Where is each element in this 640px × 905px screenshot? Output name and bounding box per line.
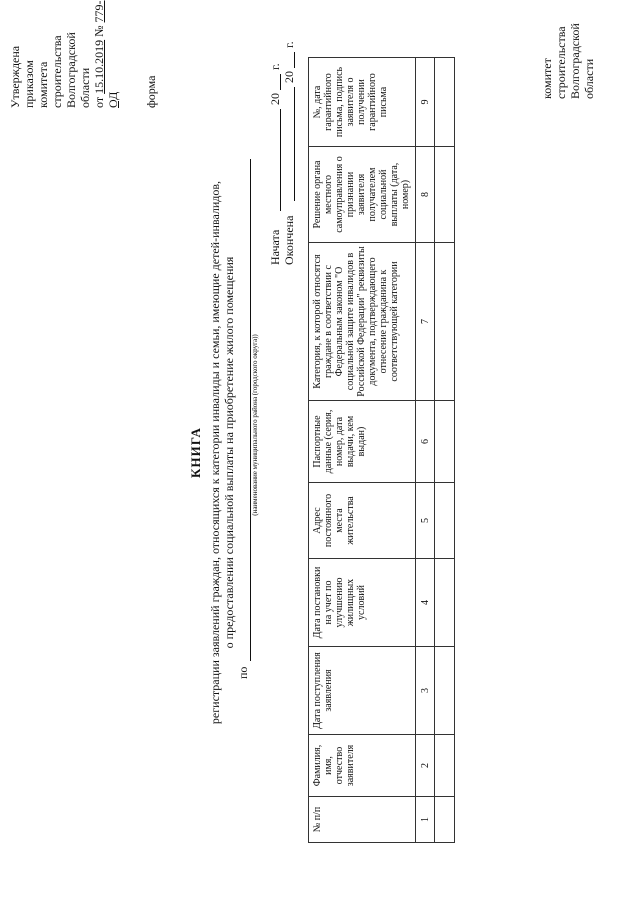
footer-line-1: комитет строительства <box>540 26 568 99</box>
approval-prefix: от <box>92 93 106 108</box>
empty-cell <box>435 243 455 401</box>
dates-block <box>268 5 296 265</box>
subtitle-line-1: регистрации заявлений граждан, относящихся к категории инвалиды и семьи, имеющие детей-инвалидов, <box>208 180 222 725</box>
started-year-suffix: г. <box>268 63 282 70</box>
column-number: 2 <box>416 735 435 797</box>
header-cell: Фамилия, имя, отчество заявителя <box>309 735 416 797</box>
table-header-row <box>309 58 416 843</box>
started-year-prefix: 20 <box>268 93 282 105</box>
column-number: 4 <box>416 559 435 647</box>
started-day-line <box>280 109 281 211</box>
column-number: 3 <box>416 647 435 735</box>
approval-line-3: Волгоградской области <box>64 32 92 108</box>
table-number-row <box>416 58 435 843</box>
header-cell: Дата поступления заявления <box>309 647 416 735</box>
empty-cell <box>435 647 455 735</box>
empty-cell <box>435 58 455 147</box>
ended-year-line <box>294 52 295 68</box>
page-title: КНИГА <box>188 427 203 478</box>
registration-table <box>308 57 455 843</box>
approval-date: 15.10.2019 <box>92 39 106 94</box>
po-caption: (наименование муниципального района (городского округа)) <box>251 334 259 516</box>
approval-line-2: комитета строительства <box>36 35 64 108</box>
po-line <box>236 159 251 679</box>
form-label: форма <box>144 75 158 108</box>
column-number: 1 <box>416 797 435 843</box>
header-cell: Адрес постоянного места жительства <box>309 483 416 559</box>
header-cell: №, дата гарантийного письма, подпись заявителя о получении гарантийного письма <box>309 58 416 147</box>
header-cell: Дата постановки на учет по улучшению жилищных условий <box>309 559 416 647</box>
empty-cell <box>435 559 455 647</box>
started-row <box>268 5 282 265</box>
started-year-line <box>280 74 281 90</box>
po-label: по <box>236 666 250 679</box>
column-number: 5 <box>416 483 435 559</box>
approval-line-4 <box>92 0 120 108</box>
empty-cell <box>435 797 455 843</box>
empty-cell <box>435 735 455 797</box>
footer-block <box>540 0 596 99</box>
subtitle-line-2: о предоставлении социальной выплаты на приобретение жилого помещения <box>222 256 236 649</box>
empty-cell <box>435 483 455 559</box>
header-cell: Решение органа местного самоуправления о признании заявителя получателем социальной выплаты (дата, номер) <box>309 147 416 243</box>
approval-block <box>8 0 120 108</box>
empty-cell <box>435 401 455 483</box>
subtitle <box>208 0 236 905</box>
approval-number: 779-ОД <box>92 0 120 108</box>
empty-cell <box>435 147 455 243</box>
ended-day-line <box>294 87 295 201</box>
column-number: 6 <box>416 401 435 483</box>
ended-label: Окончена <box>282 215 296 265</box>
started-label: Начата <box>268 229 282 265</box>
header-cell: № п/п <box>309 797 416 843</box>
column-number: 9 <box>416 58 435 147</box>
column-number: 8 <box>416 147 435 243</box>
ended-row <box>282 5 296 265</box>
header-cell: Паспортные данные (серия, номер, дата выдачи, кем выдан) <box>309 401 416 483</box>
approval-line-1: Утверждена приказом <box>8 45 36 108</box>
ended-year-suffix: г. <box>282 41 296 48</box>
table-empty-row <box>435 58 455 843</box>
footer-line-2: Волгоградской области <box>568 23 596 99</box>
column-number: 7 <box>416 243 435 401</box>
header-cell: Категория, к которой относятся граждане в соответствии с Федеральным законом "О социальной защите инвалидов в Российской Федерации" реквизиты документа, подтверждающего отнесение гражданина к соответствующей категории <box>309 243 416 401</box>
ended-year-prefix: 20 <box>282 71 296 83</box>
approval-no-label: № <box>92 22 106 40</box>
